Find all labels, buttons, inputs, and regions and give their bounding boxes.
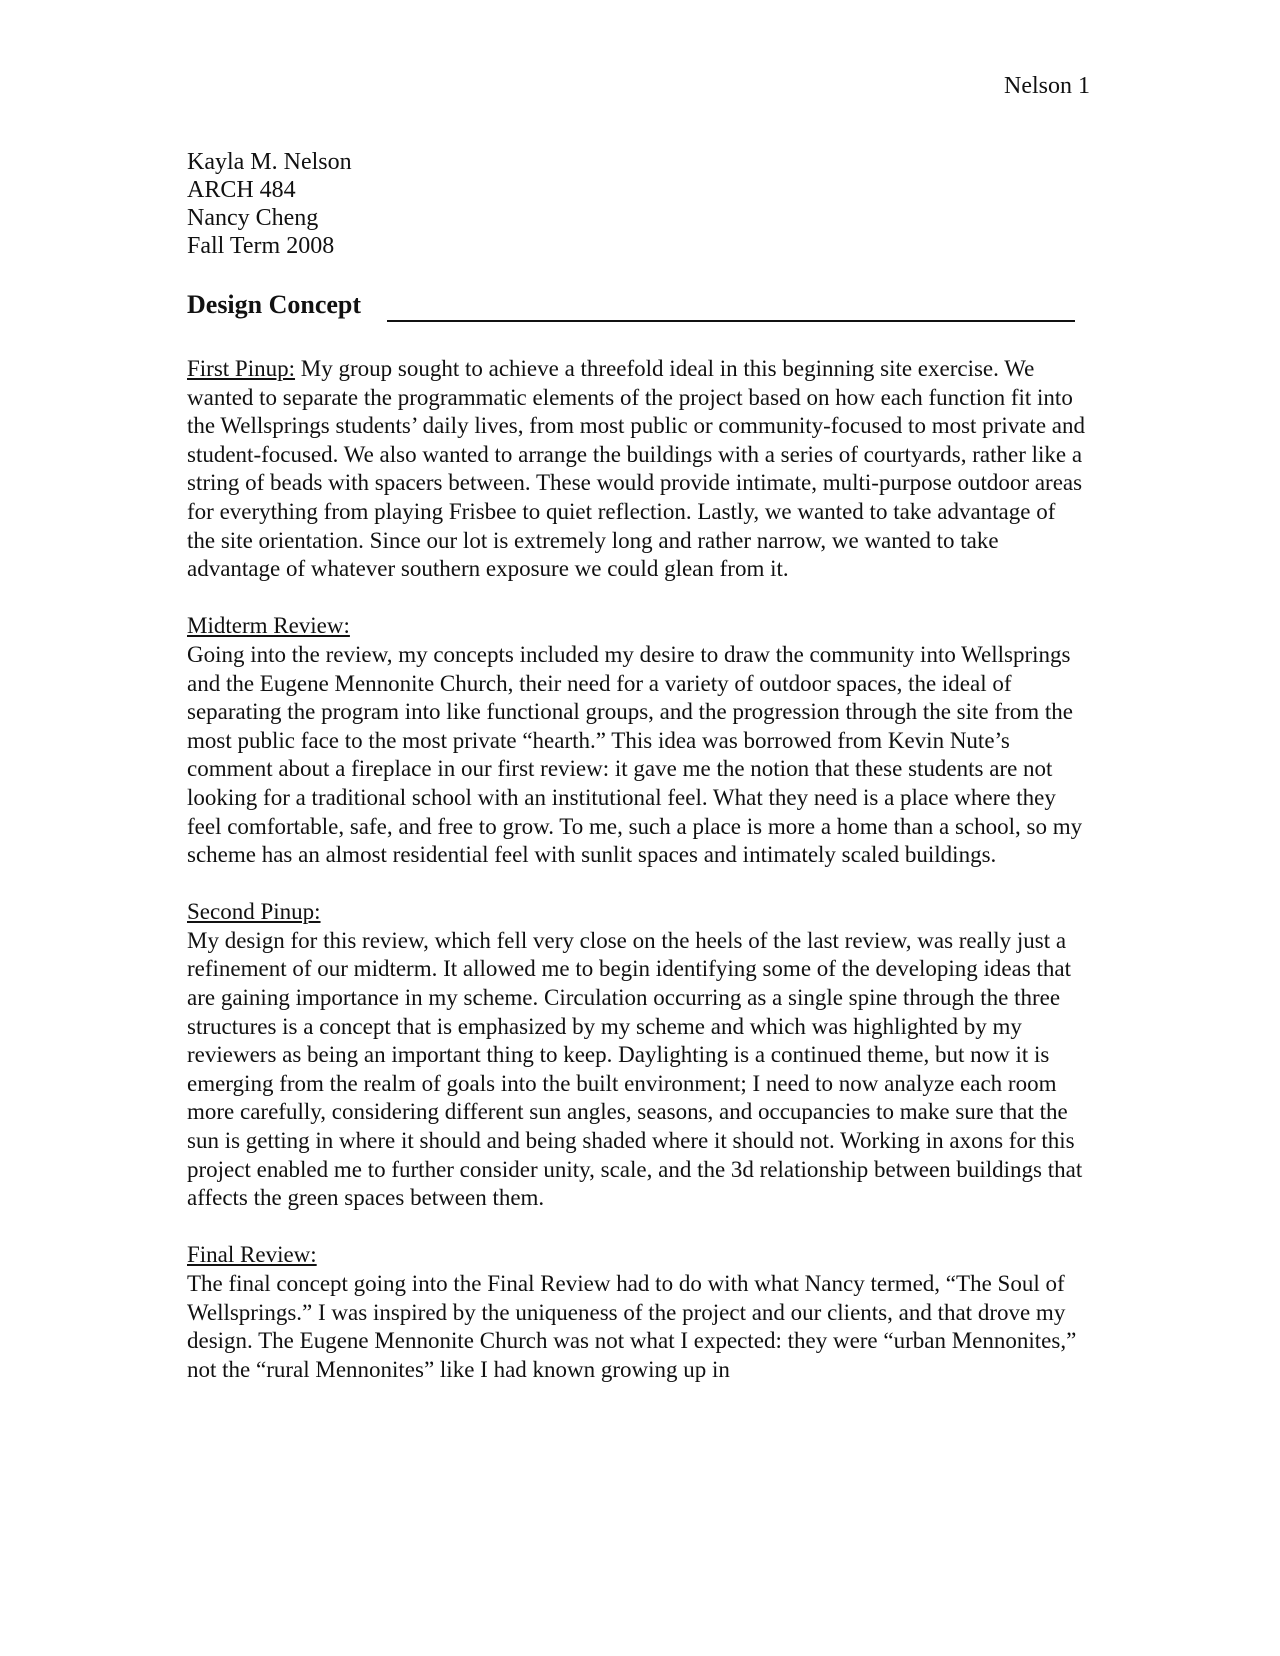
heading-row: [187, 290, 1075, 326]
section-text: Going into the review, my concepts included my desire to draw the community into Wellsprings and the Eugene Mennonite Church, their need for a variety of outdoor spaces, the ideal of separating the program into like functional groups, and the progression through the site from the most public face to the most private “hearth.” This idea was borrowed from Kevin Nute’s comment about a fireplace in our first review: it gave me the notion that these students are not looking for a traditional school with an institutional feel. What they need is a place where they feel comfortable, safe, and free to grow. To me, such a place is more a home than a school, so my scheme has an almost residential feel with sunlit spaces and intimately scaled buildings.: [187, 641, 1083, 868]
section-text: My group sought to achieve a threefold ideal in this beginning site exercise. We wanted to separate the programmatic elements of the project based on how each function fit into the Wellsprings students’ daily lives, from most public or community-focused to most private and student-focused. We also wanted to arrange the buildings with a series of courtyards, rather like a string of beads with spacers between. These would provide intimate, multi-purpose outdoor areas for everything from playing Frisbee to quiet reflection. Lastly, we wanted to take advantage of the site orientation. Since our lot is extremely long and rather narrow, we wanted to take advantage of whatever southern exposure we could glean from it.: [187, 356, 1085, 582]
section-second-pinup: [187, 898, 1087, 1213]
section-text: My design for this review, which fell very close on the heels of the last review, was really just a refinement of our midterm. It allowed me to begin identifying some of the developing ideas that are gaining importance in my scheme. Circulation occurring as a single spine through the three structures is a concept that is emphasized by my scheme and which was highlighted by my reviewers as being an important thing to keep. Daylighting is a continued theme, but now it is emerging from the realm of goals into the built environment; I need to now analyze each room more carefully, considering different sun angles, seasons, and occupancies to make sure that the sun is getting in where it should and being shaded where it should not. Working in axons for this project enabled me to further consider unity, scale, and the 3d relationship between buildings that affects the green spaces between them.: [187, 927, 1083, 1211]
course-code: ARCH 484: [187, 177, 296, 203]
instructor-name: Nancy Cheng: [187, 205, 319, 231]
title-underline-rule: [387, 320, 1075, 322]
section-final-review: [187, 1241, 1087, 1384]
section-first-pinup: [187, 355, 1087, 584]
section-label: Final Review:: [187, 1242, 317, 1268]
author-block: [187, 148, 687, 260]
section-label: First Pinup:: [187, 356, 296, 381]
section-label: Second Pinup:: [187, 899, 321, 925]
term: Fall Term 2008: [187, 233, 335, 259]
section-text: The final concept going into the Final Review had to do with what Nancy termed, “The Soul of Wellsprings.” I was inspired by the uniqueness of the project and our clients, and that drove my design. The Eugene Mennonite Church was not what I expected: they were “urban Mennonites,” not the “rural Mennonites” like I had known growing up in: [187, 1271, 1077, 1382]
document-body: [187, 355, 1087, 1413]
document-title: Design Concept: [187, 290, 362, 319]
section-label: Midterm Review:: [187, 613, 350, 639]
running-header: Nelson 1: [1004, 73, 1090, 99]
section-midterm-review: [187, 612, 1087, 869]
author-name: Kayla M. Nelson: [187, 149, 352, 175]
